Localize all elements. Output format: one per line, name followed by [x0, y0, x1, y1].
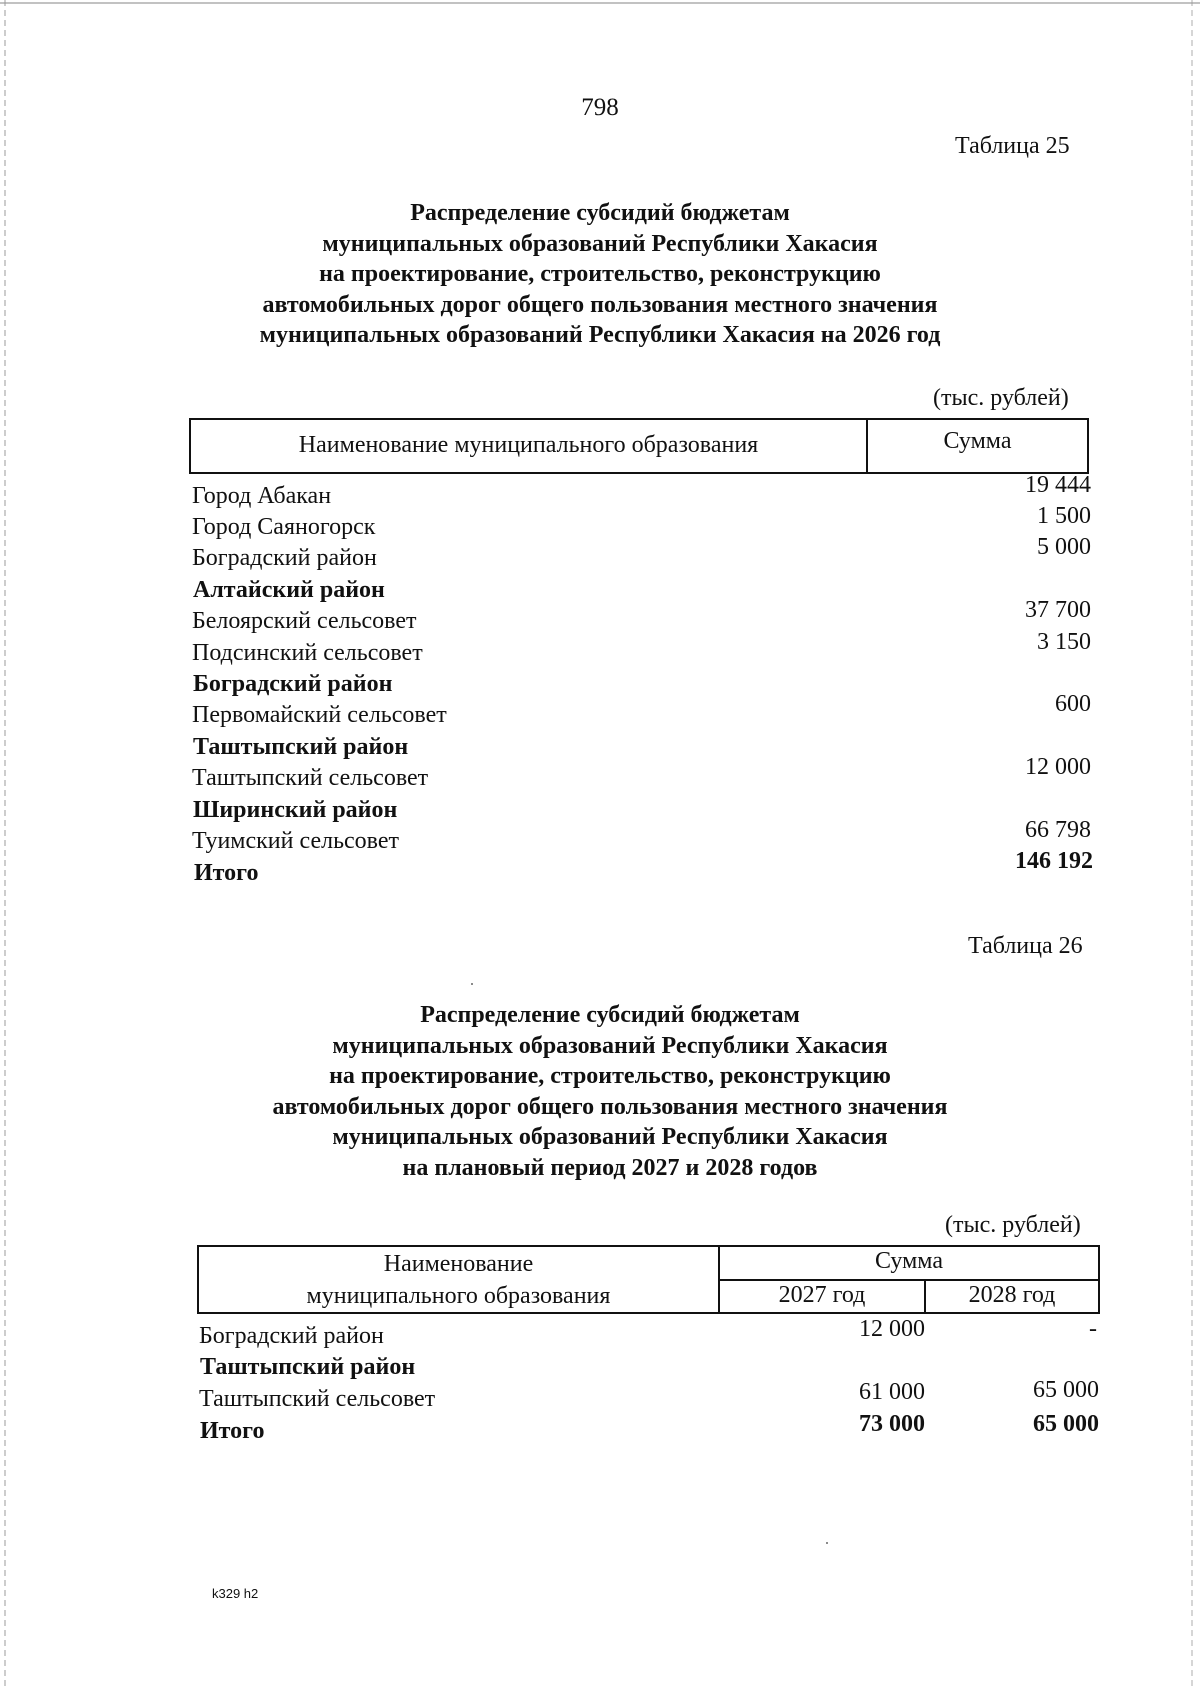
- table26-title-line: муниципальных образований Республики Хакасия: [332, 1124, 888, 1150]
- table25-col-sum: Сумма: [943, 428, 1012, 454]
- table25-col-name: Наименование муниципального образования: [298, 432, 759, 458]
- table26-title: [160, 1000, 1060, 1183]
- table26-label: Таблица 26: [968, 933, 1083, 959]
- table25-title-line: автомобильных дорог общего пользования местного значения: [262, 291, 938, 318]
- table26-col-sum: Сумма: [875, 1248, 943, 1274]
- table25-row-name: Туимский сельсовет: [192, 828, 399, 854]
- table25-row-amount: 12 000: [1025, 754, 1091, 780]
- table25-title-line: Распределение субсидий бюджетам: [410, 200, 790, 226]
- table26-total-2027: 73 000: [859, 1411, 925, 1437]
- table25-row-amount: 37 700: [1025, 597, 1091, 623]
- table25-row-amount: 5 000: [1037, 534, 1091, 560]
- table26-row-2027: 61 000: [859, 1379, 925, 1405]
- table25-row-name: Таштыпский сельсовет: [192, 765, 429, 791]
- table25-row-amount: 19 444: [1025, 472, 1091, 498]
- table26-col-2028: 2028 год: [968, 1282, 1056, 1308]
- table26-header-subdivider: [718, 1279, 1100, 1281]
- table25-title-line: муниципальных образований Республики Хакасия: [322, 230, 878, 257]
- table25-total-amount: 146 192: [1015, 848, 1093, 874]
- table25-total-label: Итого: [194, 860, 259, 886]
- table25-row-name: Белоярский сельсовет: [192, 608, 417, 634]
- table25-row-amount: 3 150: [1037, 629, 1091, 655]
- table25-group-name: Алтайский район: [193, 577, 385, 603]
- scan-edge-right: [1191, 0, 1193, 1686]
- table25-row-amount: 66 798: [1025, 817, 1091, 843]
- table25-group-name: Ширинский район: [193, 797, 398, 823]
- table25-row-name: Город Саяногорск: [192, 514, 376, 540]
- scan-edge-left: [4, 0, 6, 1686]
- scan-edge-top: [0, 2, 1200, 4]
- table25-row-name: Подсинский сельсовет: [192, 640, 423, 666]
- table25-row-amount: 1 500: [1037, 503, 1091, 529]
- table26-group-name: Таштыпский район: [200, 1354, 416, 1380]
- table26-row-name: Таштыпский сельсовет: [199, 1386, 436, 1412]
- table26-total-label: Итого: [200, 1418, 265, 1444]
- table26-col-2027: 2027 год: [778, 1282, 866, 1308]
- table25-row-name: Боградский район: [192, 545, 377, 571]
- table25-row-name: Первомайский сельсовет: [192, 702, 447, 728]
- table26-title-line: на проектирование, строительство, реконструкцию: [329, 1063, 891, 1089]
- table26-title-line: на плановый период 2027 и 2028 годов: [402, 1154, 818, 1181]
- table26-row-name: Боградский район: [199, 1323, 384, 1349]
- table26-row-2028: 65 000: [1033, 1377, 1099, 1403]
- table26-title-line: Распределение субсидий бюджетам: [420, 1002, 800, 1028]
- document-code: k329 h2: [212, 1586, 259, 1601]
- table26-title-line: автомобильных дорог общего пользования местного значения: [272, 1093, 948, 1120]
- table25-row-amount: 600: [1055, 691, 1091, 717]
- table25-title-line: муниципальных образований Республики Хакасия на 2026 год: [259, 322, 941, 348]
- table26-row-2027: 12 000: [859, 1316, 925, 1342]
- table25-units: (тыс. рублей): [933, 385, 1069, 411]
- table26-col-name-line1: Наименование: [383, 1251, 534, 1277]
- table25-group-name: Таштыпский район: [193, 734, 409, 760]
- page-number: 798: [581, 94, 619, 121]
- table26-row-2028: -: [1089, 1316, 1097, 1342]
- table25-group-name: Боградский район: [193, 671, 393, 697]
- table26-total-2028: 65 000: [1033, 1411, 1099, 1437]
- table25-title: [150, 198, 1050, 351]
- table26-col-name-line2: муниципального образования: [306, 1283, 611, 1309]
- table26-units: (тыс. рублей): [945, 1212, 1081, 1238]
- scan-speck: [826, 1542, 828, 1544]
- table25-label: Таблица 25: [955, 133, 1070, 159]
- table26-title-line: муниципальных образований Республики Хакасия: [332, 1032, 888, 1059]
- table25-title-line: на проектирование, строительство, реконструкцию: [319, 261, 881, 287]
- scan-speck: [471, 983, 473, 985]
- table25-row-name: Город Абакан: [192, 483, 332, 509]
